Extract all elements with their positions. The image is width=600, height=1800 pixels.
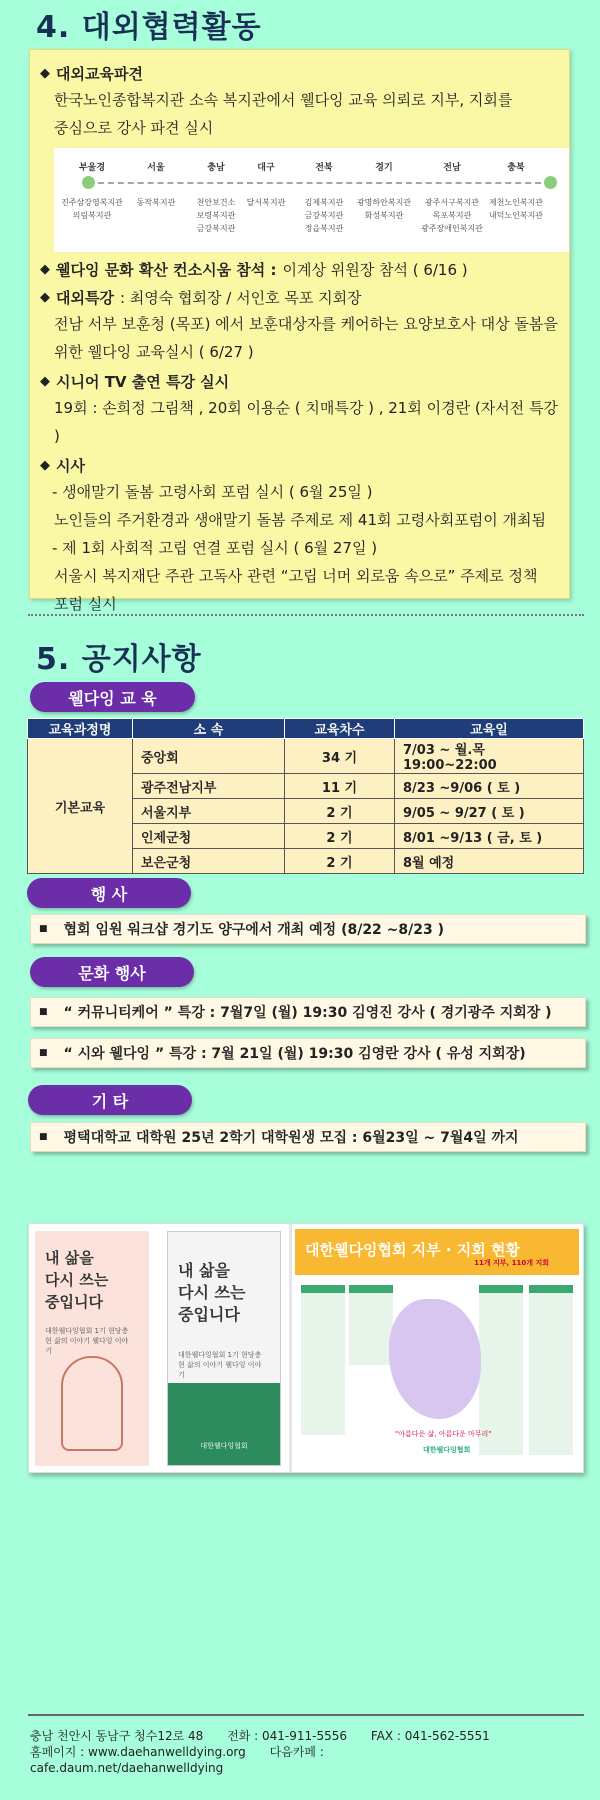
square-bullet-icon: ■: [39, 1132, 48, 1142]
diamond-bullet-icon: ◆: [40, 290, 50, 305]
timeline-institution: 동작복지관: [136, 198, 176, 207]
table-header: 교육차수: [285, 719, 395, 739]
org-cell: 광주전남지부: [133, 774, 285, 799]
lecture-heading: ◆ 대외특강 : 최영숙 협회장 / 서인호 목포 지회장: [40, 286, 559, 310]
section-divider: [28, 614, 584, 616]
illustration-woman-icon: [61, 1356, 123, 1451]
table-header: 교육일: [395, 719, 584, 739]
timeline-institution: 진주삼강영복지관: [61, 198, 123, 207]
timeline-region: 경기: [375, 163, 393, 173]
timeline-institution: 목포복지관: [432, 211, 472, 220]
poster-header: [295, 1229, 579, 1275]
timeline-region: 전북: [315, 163, 333, 173]
branch-status-poster: [295, 1229, 579, 1469]
timeline-region: 충북: [507, 163, 525, 173]
footer-cafe-label: 다음카페 :: [269, 1745, 324, 1759]
count-cell: 2 기: [285, 824, 395, 849]
table-header-row: [28, 719, 584, 739]
count-cell: 34 기: [285, 739, 395, 774]
diamond-bullet-icon: ◆: [40, 66, 50, 81]
region-timeline: [54, 148, 569, 252]
edu-dispatch-heading: ◆ 대외교육파견: [40, 62, 559, 86]
count-cell: 2 기: [285, 849, 395, 874]
section4-title: 4. 대외협력활동: [36, 10, 262, 45]
poster-logo: 대한웰다잉협회: [423, 1446, 471, 1454]
footer-homepage: 홈페이지 : www.daehanwelldying.org: [30, 1745, 246, 1759]
page-gutter: [289, 1224, 292, 1472]
external-activity-box: [29, 49, 570, 613]
timeline-institution: 광주서구복지관: [424, 198, 480, 207]
poster-list-right2: [529, 1285, 573, 1455]
timeline-institution: 의림복지관: [72, 211, 112, 220]
book-subtitle: 대한웰다잉협회 1기 현당충현 삶의 이야기 웰다잉 이야기: [45, 1327, 129, 1355]
timeline-region: 서울: [147, 163, 165, 173]
timeline-institutions: [350, 196, 418, 222]
timeline-institution: 김제복지관: [304, 198, 344, 207]
square-bullet-icon: ■: [39, 1048, 48, 1058]
org-cell: 서울지부: [133, 799, 285, 824]
edu-dispatch-text1: 한국노인종합복지관 소속 복지관에서 웰다잉 교육 의뢰로 지부, 지회를: [54, 91, 513, 109]
korea-map-icon: [389, 1299, 481, 1419]
timeline-institution: 금강복지관: [196, 224, 236, 233]
education-pill: 웰다잉 교 육: [30, 682, 195, 712]
book-green-band: [168, 1383, 280, 1465]
culture-notice-2: ■ “ 시와 웰다잉 ” 특강 : 7월 21일 (월) 19:30 김영란 강사 ( 유성 지회장): [30, 1038, 586, 1068]
timeline-institution: 제천노인복지관: [488, 198, 544, 207]
footer-fax: FAX : 041-562-5551: [370, 1729, 490, 1743]
timeline-region: 전남: [443, 163, 461, 173]
tv-heading: ◆ 시니어 TV 출연 특강 실시: [40, 370, 559, 394]
timeline-institution: 화성복지관: [364, 211, 404, 220]
timeline-institution: 광명하안복지관: [356, 198, 412, 207]
poster-title: 대한웰다잉협회 지부 · 지회 현황: [305, 1241, 520, 1259]
culture-pill: 문화 행사: [30, 957, 194, 987]
book-author: 대한웰다잉협회: [200, 1442, 248, 1450]
poster-slogan: "아름다운 삶, 아름다운 마무리": [395, 1430, 492, 1438]
date-cell: 8/23 ~9/06 ( 토 ): [395, 774, 584, 799]
culture-notice-1: ■ “ 커뮤니티케어 ” 특강 : 7월7일 (월) 19:30 김영진 강사 ( 경기광주 지회장 ): [30, 997, 586, 1027]
timeline-institution: 보령복지관: [196, 211, 236, 220]
org-cell: 중앙회: [133, 739, 285, 774]
book-cover-front: [35, 1231, 149, 1466]
footer-divider: [28, 1714, 584, 1716]
poster-list-left: [301, 1285, 345, 1435]
section5-title: 5. 공지사항: [36, 642, 202, 677]
promo-images-panel: [28, 1223, 584, 1473]
book-title: 내 삶을 다시 쓰는 중입니다: [178, 1261, 246, 1324]
etc-pill: 기 타: [28, 1085, 192, 1115]
footer: [30, 1728, 570, 1776]
lecture-line1: 전남 서부 보훈청 (목포) 에서 보훈대상자를 케어하는 요양보호사 대상 돌봄을: [54, 315, 558, 333]
education-table: [27, 718, 584, 874]
timeline-institution: 천안보건소: [196, 198, 236, 207]
timeline-line: [88, 182, 551, 184]
timeline-institutions: [482, 196, 550, 222]
event-notice: ■ 협회 임원 워크샵 경기도 양구에서 개최 예정 (8/22 ~8/23 ): [30, 914, 586, 944]
course-name-cell: 기본교육: [28, 739, 133, 874]
tv-text: 19회 : 손희정 그림책 , 20회 이용순 ( 치매특강 ) , 21회 이경란 (자서전 특강 ): [54, 399, 558, 445]
diamond-bullet-icon: ◆: [40, 374, 50, 389]
news-item2-detail1: 서울시 복지재단 주관 고독사 관련 “고립 너머 외로움 속으로” 주제로 정책: [54, 567, 538, 585]
event-pill: 행 사: [27, 878, 191, 908]
news-heading: ◆ 시사: [40, 454, 559, 478]
date-cell: 7/03 ~ 월.목 19:00~22:00: [395, 739, 584, 774]
timeline-institution: 금강복지관: [304, 211, 344, 220]
timeline-institutions: [418, 196, 486, 235]
table-row: [28, 739, 584, 774]
org-cell: 인제군청: [133, 824, 285, 849]
square-bullet-icon: ■: [39, 924, 48, 934]
lecture-line2: 위한 웰다잉 교육실시 ( 6/27 ): [54, 343, 254, 361]
timeline-region: 부울경: [78, 163, 106, 173]
poster-count: 11개 지부, 110개 지회: [474, 1259, 549, 1267]
date-cell: 8/01 ~9/13 ( 금, 토 ): [395, 824, 584, 849]
timeline-institutions: [290, 196, 358, 235]
footer-address: 충남 천안시 동남구 청수12로 48: [30, 1729, 204, 1743]
etc-notice: ■ 평택대학교 대학원 25년 2학기 대학원생 모집 : 6월23일 ~ 7월4일 까지: [30, 1122, 586, 1152]
timeline-institutions: [122, 196, 190, 209]
book-subtitle: 대한웰다잉협회 1기 현당충현 삶의 이야기 웰다잉 이야기: [178, 1351, 262, 1379]
timeline-institution: 내덕노인복지관: [488, 211, 544, 220]
timeline-institution: 광주장애인복지관: [421, 224, 483, 233]
date-cell: 8월 예정: [395, 849, 584, 874]
diamond-bullet-icon: ◆: [40, 262, 50, 277]
count-cell: 2 기: [285, 799, 395, 824]
timeline-institution: 달서복지관: [246, 198, 286, 207]
timeline-region: 충남: [207, 163, 225, 173]
table-header: 교육과정명: [28, 719, 133, 739]
news-item2: - 제 1회 사회적 고립 연결 포럼 실시 ( 6월 27일 ): [52, 539, 378, 557]
org-cell: 보은군청: [133, 849, 285, 874]
timeline-institutions: [58, 196, 126, 222]
news-item1-detail: 노인들의 주거환경과 생애말기 돌봄 주제로 제 41회 고령사회포럼이 개최됨: [54, 511, 546, 529]
timeline-end-dot: [544, 176, 557, 189]
timeline-region: 대구: [257, 163, 275, 173]
news-item1: - 생애말기 돌봄 고령사회 포럼 실시 ( 6월 25일 ): [52, 483, 373, 501]
count-cell: 11 기: [285, 774, 395, 799]
symposium-line: ◆ 웰다잉 문화 확산 컨소시움 참석 : 이계상 위원장 참석 ( 6/16 ): [40, 258, 559, 282]
date-cell: 9/05 ~ 9/27 ( 토 ): [395, 799, 584, 824]
poster-list-left2: [349, 1285, 393, 1365]
edu-dispatch-text2: 중심으로 강사 파견 실시: [54, 119, 214, 137]
table-header: 소 속: [133, 719, 285, 739]
diamond-bullet-icon: ◆: [40, 458, 50, 473]
footer-phone: 전화 : 041-911-5556: [227, 1729, 348, 1743]
square-bullet-icon: ■: [39, 1007, 48, 1017]
timeline-start-dot: [82, 176, 95, 189]
book-cover-inner: [167, 1231, 281, 1466]
timeline-institution: 정읍복지관: [304, 224, 344, 233]
news-item2-detail2: 포럼 실시: [54, 595, 117, 613]
book-title: 내 삶을 다시 쓰는 중입니다: [45, 1249, 109, 1311]
footer-cafe-url: cafe.daum.net/daehanwelldying: [30, 1761, 224, 1775]
